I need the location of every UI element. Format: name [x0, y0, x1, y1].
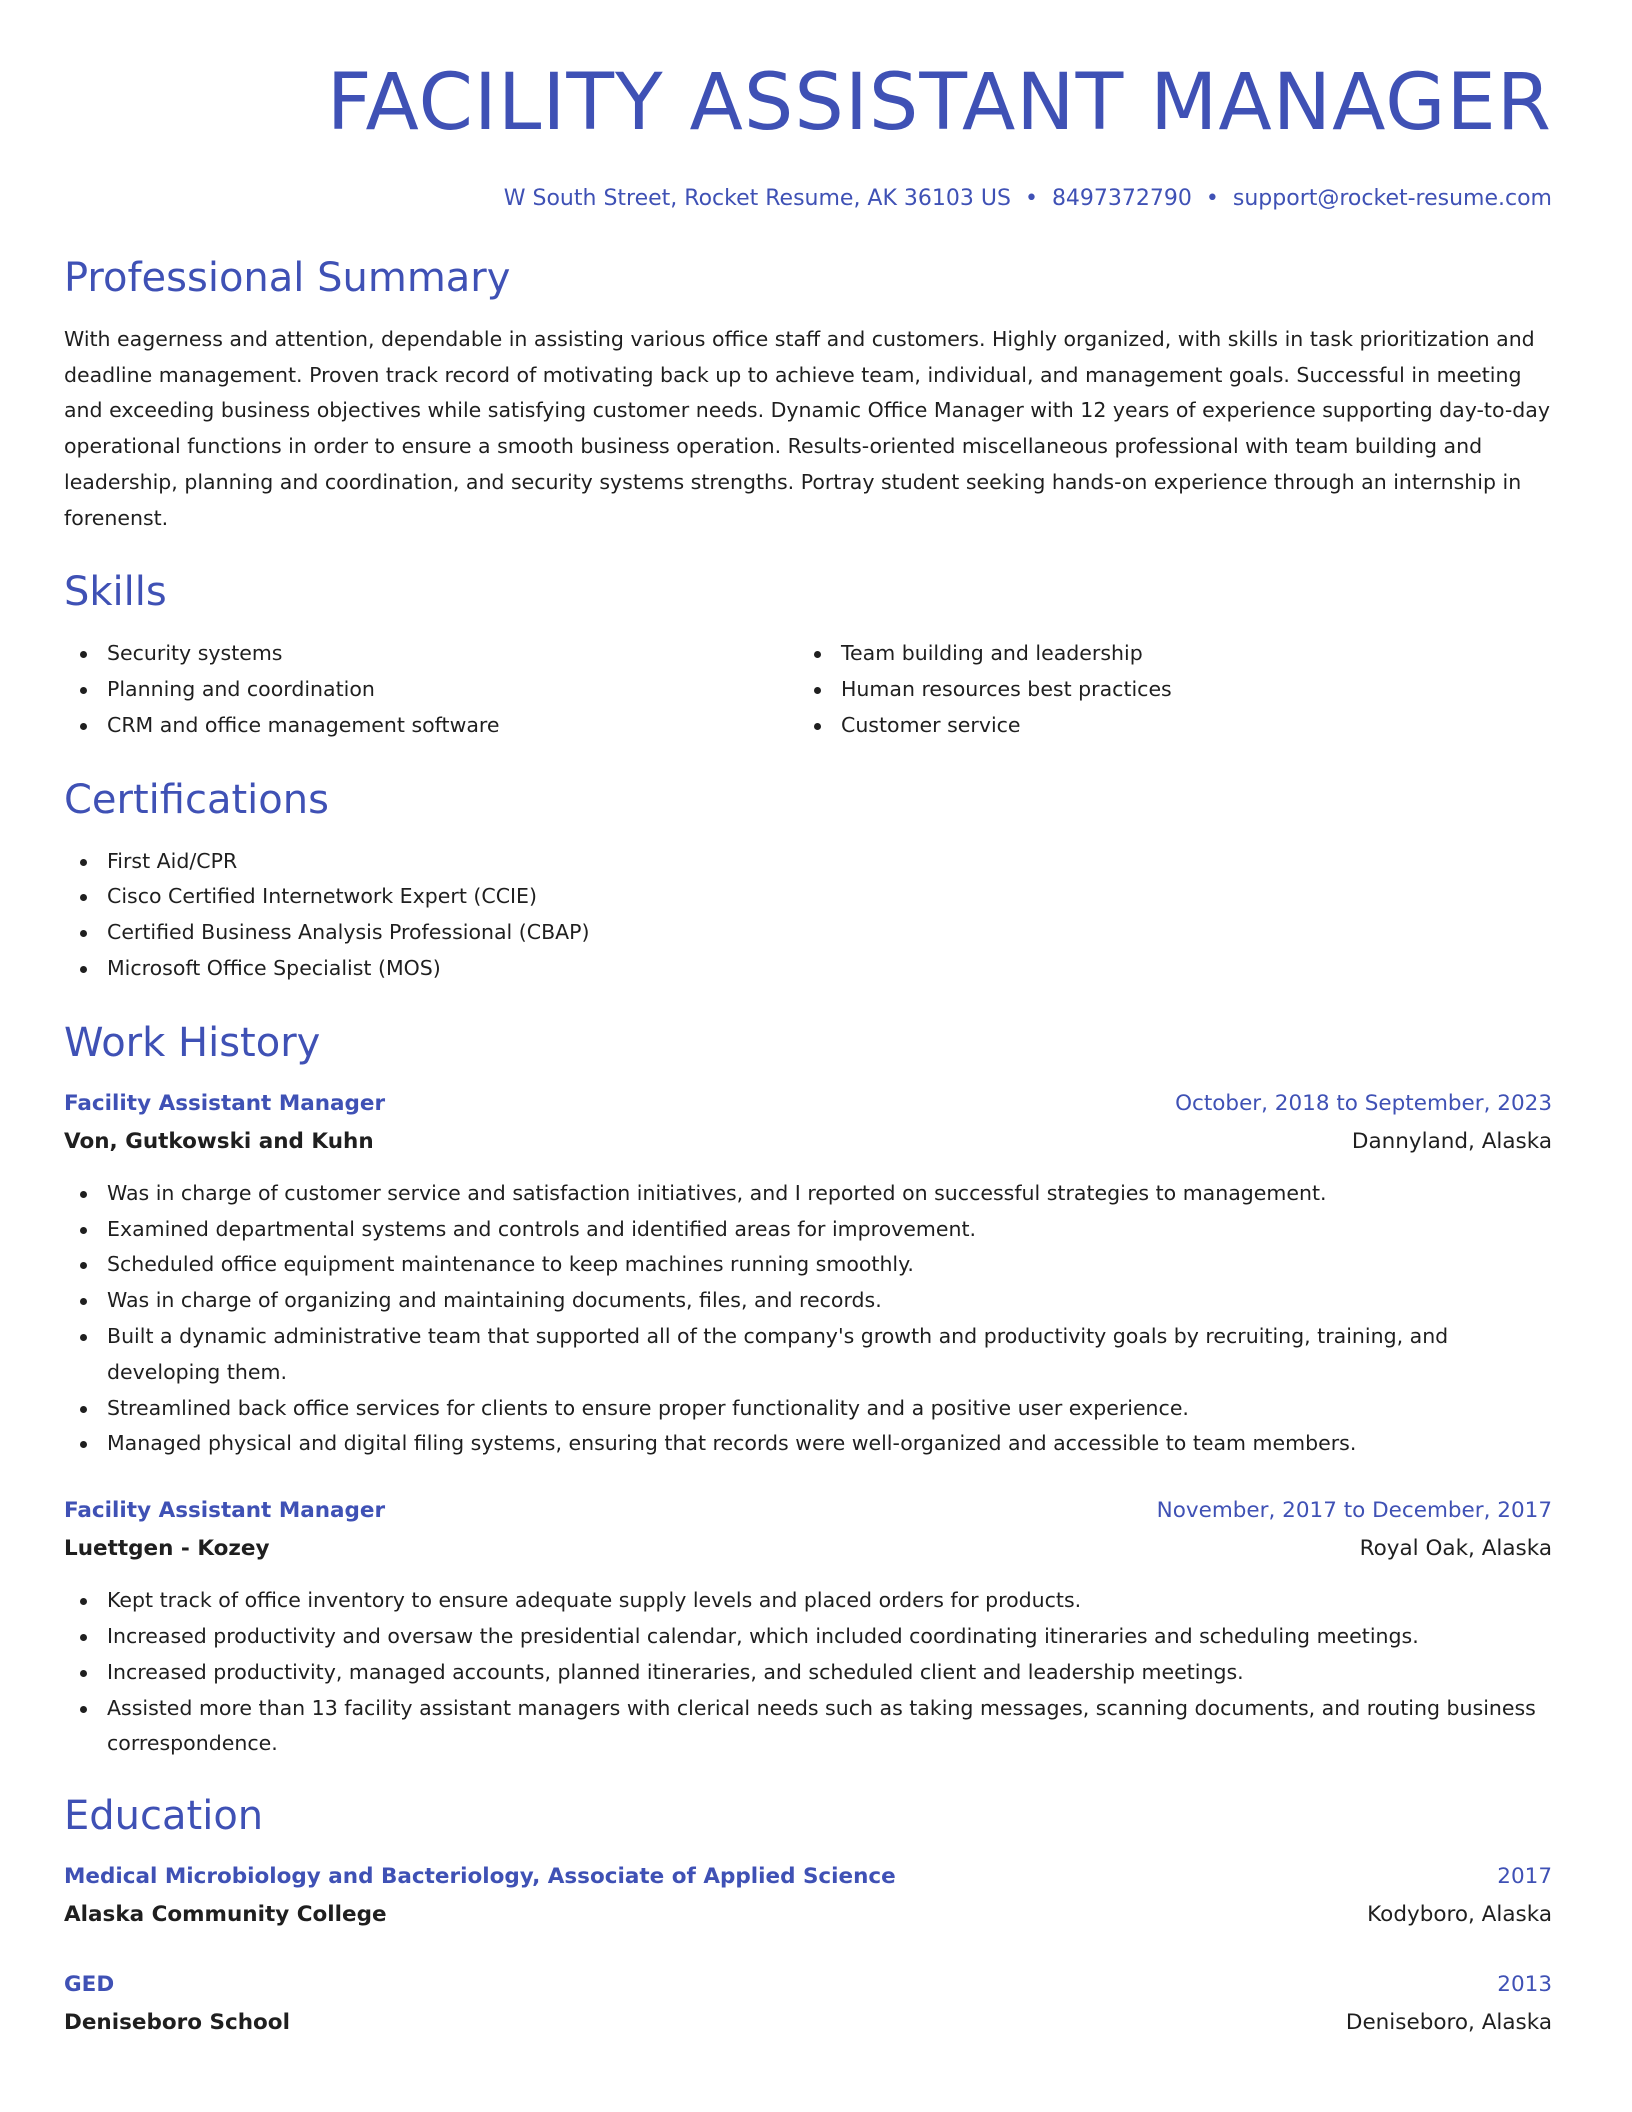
education-school: Deniseboro School — [64, 2010, 290, 2036]
job-title: Facility Assistant Manager — [64, 1498, 386, 1524]
contact-separator: • — [1024, 186, 1038, 211]
job-bullet: Examined departmental systems and controls and identified areas for improvement. — [64, 1212, 1552, 1248]
section-title-skills: Skills — [64, 569, 167, 616]
skills-grid — [64, 636, 1552, 743]
job-bullet: Increased productivity, managed accounts, planned itineraries, and scheduled client and leadership meetings. — [64, 1655, 1552, 1691]
education-degree: GED — [64, 1972, 115, 1998]
job-location: Royal Oak, Alaska — [1359, 1536, 1552, 1562]
job-bullet: Was in charge of organizing and maintaining documents, files, and records. — [64, 1283, 1552, 1319]
skill-item: Planning and coordination — [64, 672, 798, 708]
certification-item: First Aid/CPR — [64, 844, 1552, 880]
contact-separator: • — [1205, 186, 1219, 211]
skill-item: Human resources best practices — [798, 672, 1532, 708]
education-school: Alaska Community College — [64, 1902, 387, 1928]
education-year: 2017 — [1497, 1864, 1552, 1890]
section-title-certifications: Certifications — [64, 776, 329, 823]
section-title-summary: Professional Summary — [64, 255, 511, 301]
job-bullets — [64, 1583, 1552, 1762]
skills-list-left — [64, 636, 798, 743]
skill-item: Team building and leadership — [798, 636, 1532, 672]
resume-name: FACILITY ASSISTANT MANAGER — [326, 58, 1552, 148]
job-entry — [64, 1085, 1552, 1462]
skill-item: Security systems — [64, 636, 798, 672]
education-school-row — [64, 1896, 1552, 1934]
certification-item: Cisco Certified Internetwork Expert (CCIE) — [64, 879, 1552, 915]
job-company: Von, Gutkowski and Kuhn — [64, 1128, 374, 1154]
contact-address: W South Street, Rocket Resume, AK 36103 US — [503, 186, 1011, 211]
job-company-row — [64, 1123, 1552, 1161]
resume-page — [64, 48, 1552, 2042]
job-header-row — [64, 1085, 1552, 1123]
education-entry — [64, 1966, 1552, 2042]
skills-list-right — [798, 636, 1532, 743]
education-degree: Medical Microbiology and Bacteriology, Associate of Applied Science — [64, 1864, 896, 1890]
education-entry — [64, 1858, 1552, 1934]
education-location: Deniseboro, Alaska — [1345, 2010, 1552, 2036]
skill-item: CRM and office management software — [64, 708, 798, 744]
job-dates: November, 2017 to December, 2017 — [1156, 1498, 1552, 1524]
education-school-row — [64, 2004, 1552, 2042]
job-bullet: Managed physical and digital filing systems, ensuring that records were well-organized and accessible to team members. — [64, 1426, 1552, 1462]
job-location: Dannyland, Alaska — [1351, 1128, 1552, 1154]
education-header-row — [64, 1858, 1552, 1896]
job-bullet: Built a dynamic administrative team that supported all of the company's growth and productivity goals by recruiting, training, and developing them. — [64, 1319, 1552, 1391]
contact-line — [64, 184, 1552, 214]
job-bullet: Was in charge of customer service and satisfaction initiatives, and I reported on successful strategies to management. — [64, 1176, 1552, 1212]
education-location: Kodyboro, Alaska — [1367, 1902, 1552, 1928]
job-bullet: Scheduled office equipment maintenance to keep machines running smoothly. — [64, 1247, 1552, 1283]
contact-phone[interactable]: 8497372790 — [1051, 186, 1192, 211]
job-bullet: Assisted more than 13 facility assistant managers with clerical needs such as taking messages, scanning documents, and routing business correspondence. — [64, 1691, 1552, 1763]
certification-item: Microsoft Office Specialist (MOS) — [64, 951, 1552, 987]
job-header-row — [64, 1492, 1552, 1530]
contact-email[interactable]: support@rocket-resume.com — [1232, 186, 1552, 211]
job-bullet: Streamlined back office services for clients to ensure proper functionality and a positive user experience. — [64, 1391, 1552, 1427]
job-title: Facility Assistant Manager — [64, 1090, 386, 1116]
job-dates: October, 2018 to September, 2023 — [1175, 1090, 1552, 1116]
education-header-row — [64, 1966, 1552, 2004]
job-company: Luettgen - Kozey — [64, 1536, 270, 1562]
section-title-work-history: Work History — [64, 1019, 321, 1066]
certification-item: Certified Business Analysis Professional (CBAP) — [64, 915, 1552, 951]
job-company-row — [64, 1530, 1552, 1568]
job-entry — [64, 1492, 1552, 1762]
education-year: 2013 — [1497, 1972, 1552, 1998]
job-bullets — [64, 1176, 1552, 1462]
job-bullet: Kept track of office inventory to ensure adequate supply levels and placed orders for products. — [64, 1583, 1552, 1619]
skill-item: Customer service — [798, 708, 1532, 744]
summary-text: With eagerness and attention, dependable in assisting various office staff and customers. Highly organized, with skills in task prioritization and deadline management. Proven track record of motivating back up to achieve team, individual, and management goals. Successful in meeting and exceeding business objectives while satisfying customer needs. Dynamic Office Manager with 12 years of experience supporting day-to-day operational functions in order to ensure a smooth business operation. Results-oriented miscellaneous professional with team building and leadership, planning and coordination, and security systems strengths. Portray student seeking hands-on experience through an internship in forenenst. — [64, 327, 1550, 530]
section-title-education: Education — [64, 1793, 264, 1840]
certifications-list — [64, 844, 1552, 987]
job-bullet: Increased productivity and oversaw the presidential calendar, which included coordinating itineraries and scheduling meetings. — [64, 1619, 1552, 1655]
